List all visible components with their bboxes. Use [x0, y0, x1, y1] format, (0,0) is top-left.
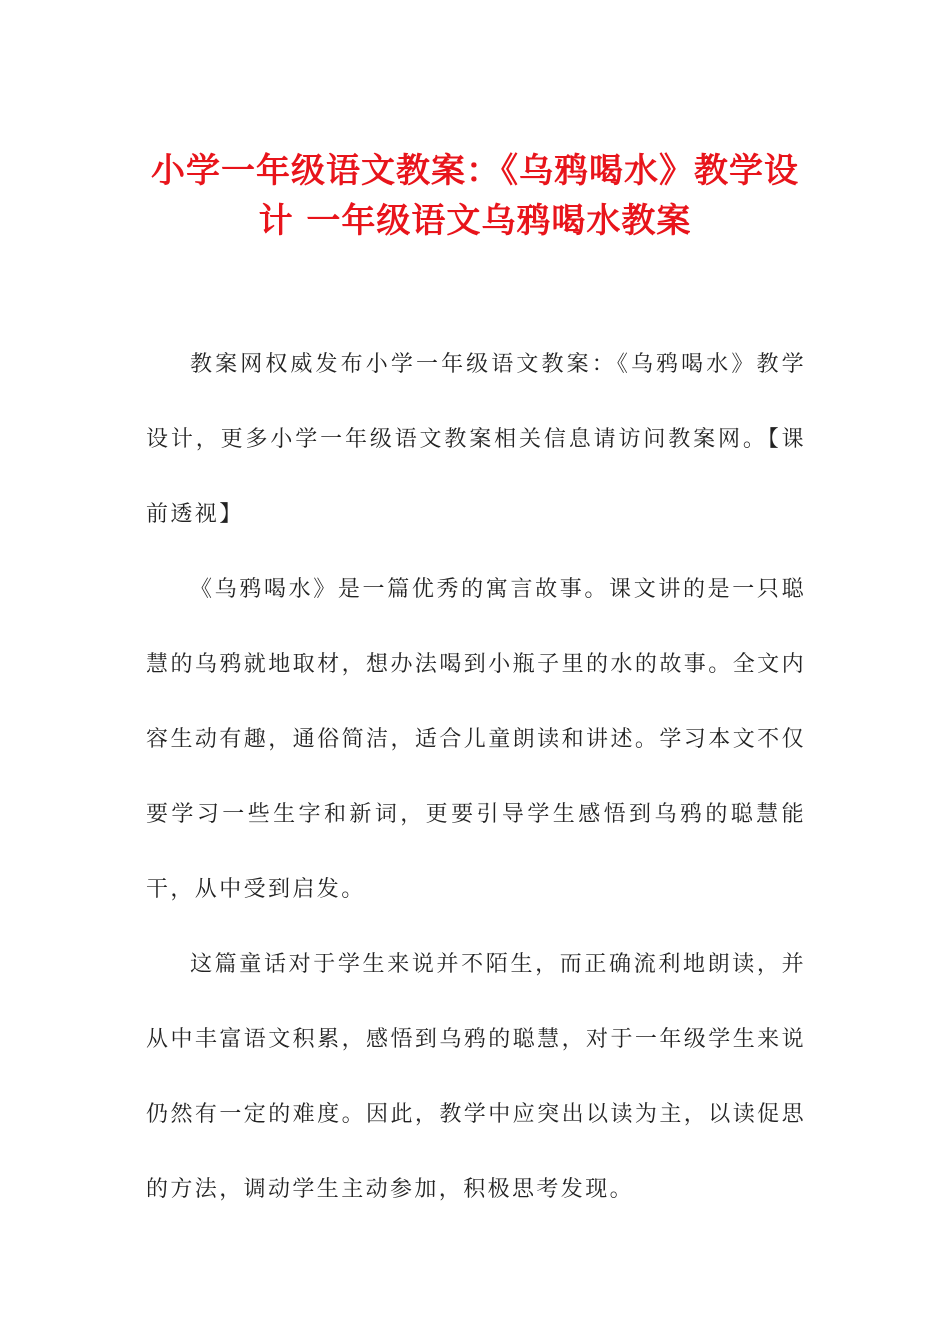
paragraph-story-summary: 《乌鸦喝水》是一篇优秀的寓言故事。课文讲的是一只聪慧的乌鸦就地取材，想办法喝到小瓶子里的水的故事。全文内容生动有趣，通俗简洁，适合儿童朗读和讲述。学习本文不仅要学习一些生字和新词，更要引导学生感悟到乌鸦的聪慧能干，从中受到启发。 — [146, 577, 806, 902]
document-title: 小学一年级语文教案：《乌鸦喝水》教学设计 一年级语文乌鸦喝水教案 — [151, 151, 799, 241]
paragraph-intro: 教案网权威发布小学一年级语文教案：《乌鸦喝水》教学设计，更多小学一年级语文教案相关信息请访问教案网。【课前透视】 — [146, 352, 806, 527]
document-body — [146, 327, 806, 1227]
paragraph-teaching-approach: 这篇童话对于学生来说并不陌生，而正确流利地朗读，并从中丰富语文积累，感悟到乌鸦的聪慧，对于一年级学生来说仍然有一定的难度。因此，教学中应突出以读为主，以读促思的方法，调动学生主动参加，积极思考发现。 — [146, 952, 806, 1202]
